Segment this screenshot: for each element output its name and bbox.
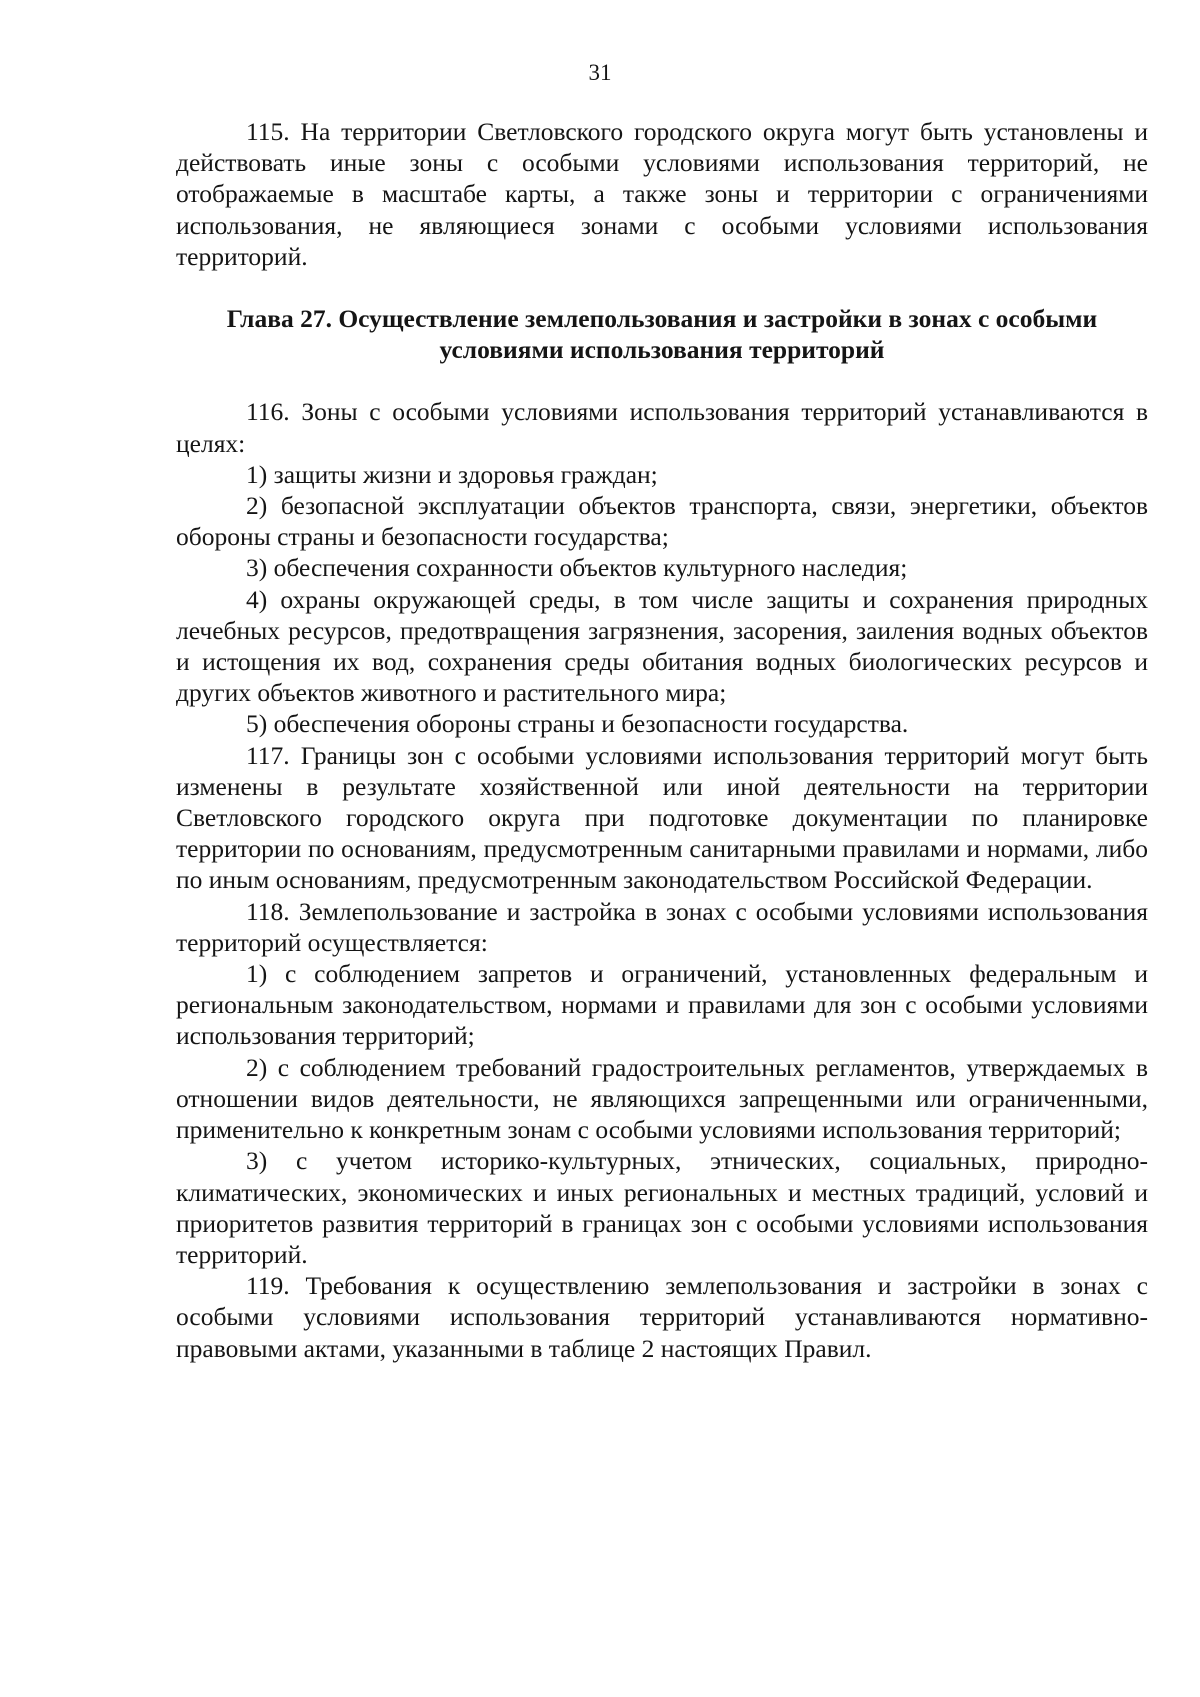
paragraph-119: 119. Требования к осуществлению землепользования и застройки в зонах с особыми условиями использования территорий устанавливаются нормативно-правовыми актами, указанными в таблице 2 настоящих Правил. (176, 1271, 1148, 1363)
list-item-118-2: 2) с соблюдением требований градостроительных регламентов, утверждаемых в отношении видов деятельности, не являющихся запрещенными или ограниченными, применительно к конкретным зонам с особыми условиями использования территорий; (176, 1052, 1148, 1145)
list-item-118-1: 1) с соблюдением запретов и ограничений, установленных федеральным и региональным законодательством, нормами и правилами для зон с особыми условиями использования территорий; (176, 959, 1148, 1051)
list-item-116-4: 4) охраны окружающей среды, в том числе защиты и сохранения природных лечебных ресурсов, предотвращения загрязнения, засорения, заиления водных объектов и истощения их вод, сохранения среды обитания водных биологических ресурсов и других объектов животного и растительного мира; (176, 584, 1148, 708)
page-number: 31 (588, 60, 612, 85)
list-item-116-3: 3) обеспечения сохранности объектов культурного наследия; (246, 553, 908, 583)
paragraph-116: 116. Зоны с особыми условиями использования территорий устанавливаются в целях: (176, 397, 1148, 458)
list-item-118-3: 3) с учетом историко-культурных, этнических, социальных, природно-климатических, экономических и иных региональных и местных традиций, условий и приоритетов развития территорий в границах зон с особыми условиями использования территорий. (176, 1146, 1148, 1269)
chapter-heading: Глава 27. Осуществление землепользования и застройки в зонах с особыми условиями использования территорий (226, 304, 1098, 365)
paragraph-115: 115. На территории Светловского городского округа могут быть установлены и действовать иные зоны с особыми условиями использования территорий, не отображаемые в масштабе карты, а также зоны и территории с ограничениями использования, не являющиеся зонами с особыми условиями использования территорий. (176, 117, 1148, 271)
paragraph-117: 117. Границы зон с особыми условиями использования территорий могут быть изменены в результате хозяйственной или иной деятельности на территории Светловского городского округа при подготовке документации по планировке территории по основаниям, предусмотренным санитарными правилами и нормами, либо по иным основаниям, предусмотренным законодательством Российской Федерации. (176, 740, 1148, 895)
list-item-116-1: 1) защиты жизни и здоровья граждан; (246, 459, 658, 489)
list-item-116-5: 5) обеспечения обороны страны и безопасности государства. (246, 709, 909, 739)
list-item-116-2: 2) безопасной эксплуатации объектов транспорта, связи, энергетики, объектов обороны страны и безопасности государства; (176, 491, 1148, 552)
paragraph-118: 118. Землепользование и застройка в зонах с особыми условиями использования территорий осуществляется: (176, 896, 1148, 957)
document-body (176, 116, 1148, 1364)
